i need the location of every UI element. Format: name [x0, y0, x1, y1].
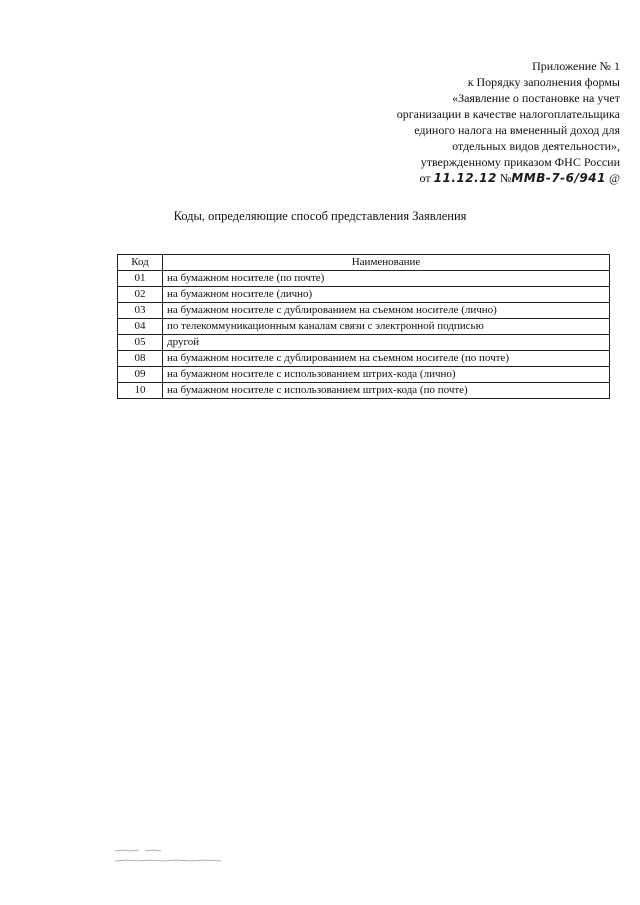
- table-row: [118, 319, 610, 335]
- row-code: 03: [118, 303, 163, 319]
- row-name: на бумажном носителе с дублированием на съемном носителе (лично): [163, 303, 610, 319]
- appendix-line: единого налога на вмененный доход для: [414, 123, 620, 137]
- order-date: 11.12.12: [433, 171, 497, 185]
- row-name: по телекоммуникационным каналам связи с электронной подписью: [163, 319, 610, 335]
- table-row: [118, 383, 610, 399]
- stamp-scribble-icon: [113, 846, 233, 866]
- row-name: на бумажном носителе с использованием штрих-кода (по почте): [163, 383, 610, 399]
- row-code: 08: [118, 351, 163, 367]
- header-code: Код: [118, 255, 163, 271]
- order-suffix: @: [608, 171, 620, 185]
- row-name: на бумажном носителе с использованием штрих-кода (лично): [163, 367, 610, 383]
- row-code: 04: [118, 319, 163, 335]
- row-name: на бумажном носителе (по почте): [163, 271, 610, 287]
- table-row: [118, 367, 610, 383]
- table-row: [118, 271, 610, 287]
- table-row: [118, 335, 610, 351]
- appendix-line: Приложение № 1: [532, 59, 620, 73]
- document-title: Коды, определяющие способ представления Заявления: [173, 209, 467, 223]
- row-name: на бумажном носителе (лично): [163, 287, 610, 303]
- appendix-line: «Заявление о постановке на учет: [452, 91, 620, 105]
- codes-table: [117, 254, 610, 399]
- table-row: [118, 351, 610, 367]
- order-number-sign: №: [499, 171, 512, 185]
- table-row: [118, 287, 610, 303]
- registration-stamp-graphic: [113, 846, 233, 869]
- row-code: 10: [118, 383, 163, 399]
- appendix-line: к Порядку заполнения формы: [467, 75, 620, 89]
- appendix-line: организации в качестве налогоплательщика: [396, 107, 620, 121]
- header-name: Наименование: [163, 255, 610, 271]
- row-code: 02: [118, 287, 163, 303]
- order-reference: [320, 170, 620, 186]
- appendix-line: утвержденному приказом ФНС России: [420, 155, 620, 169]
- row-code: 09: [118, 367, 163, 383]
- appendix-line: отдельных видов деятельности»,: [452, 139, 620, 153]
- appendix-header: [320, 58, 620, 186]
- order-prefix: от: [419, 171, 431, 185]
- table-row: [118, 303, 610, 319]
- row-name: на бумажном носителе с дублированием на съемном носителе (по почте): [163, 351, 610, 367]
- order-number: ММВ-7-6/941: [511, 171, 606, 185]
- row-name: другой: [163, 335, 610, 351]
- table-header-row: [118, 255, 610, 271]
- row-code: 01: [118, 271, 163, 287]
- row-code: 05: [118, 335, 163, 351]
